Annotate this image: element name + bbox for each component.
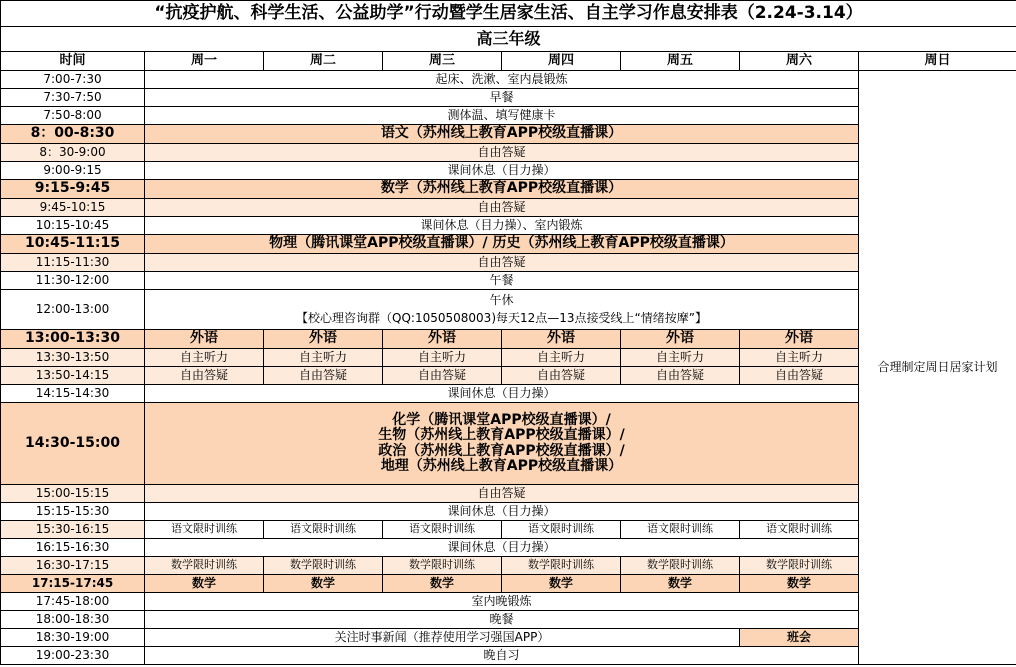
class-cell: 自由答疑 bbox=[383, 367, 502, 385]
header-time: 时间 bbox=[1, 52, 145, 71]
time-cell: 13:50-14:15 bbox=[1, 367, 145, 385]
activity-cell: 自由答疑 bbox=[145, 199, 859, 217]
time-cell: 18:00-18:30 bbox=[1, 611, 145, 629]
activity-cell: 测体温、填写健康卡 bbox=[145, 107, 859, 125]
class-cell: 数学 bbox=[145, 575, 264, 593]
time-cell: 7:50-8:00 bbox=[1, 107, 145, 125]
class-cell: 数学限时训练 bbox=[740, 557, 859, 575]
time-cell: 13:00-13:30 bbox=[1, 330, 145, 349]
activity-cell: 物理（腾讯课堂APP校级直播课）/ 历史（苏州线上教育APP校级直播课） bbox=[145, 235, 859, 254]
header-tue: 周二 bbox=[264, 52, 383, 71]
activity-cell: 起床、洗漱、室内晨锻炼 bbox=[145, 71, 859, 89]
time-cell: 15:15-15:30 bbox=[1, 503, 145, 521]
time-cell: 9:45-10:15 bbox=[1, 199, 145, 217]
class-cell: 自主听力 bbox=[740, 349, 859, 367]
grade-title: 高三年级 bbox=[1, 27, 1016, 52]
time-cell: 17:15-17:45 bbox=[1, 575, 145, 593]
time-cell: 16:30-17:15 bbox=[1, 557, 145, 575]
activity-cell bbox=[145, 290, 859, 330]
time-cell: 7:00-7:30 bbox=[1, 71, 145, 89]
class-cell: 外语 bbox=[145, 330, 264, 349]
counseling-notice: 【校心理咨询群（QQ:1050508003)每天12点—13点接受线上“情绪按摩”】 bbox=[296, 310, 707, 325]
time-cell: 10:15-10:45 bbox=[1, 217, 145, 235]
class-cell: 数学 bbox=[264, 575, 383, 593]
class-cell: 外语 bbox=[383, 330, 502, 349]
class-cell: 语文限时训练 bbox=[264, 521, 383, 539]
activity-cell: 自由答疑 bbox=[145, 485, 859, 503]
time-cell: 13:30-13:50 bbox=[1, 349, 145, 367]
time-cell: 17:45-18:00 bbox=[1, 593, 145, 611]
activity-cell: 自由答疑 bbox=[145, 254, 859, 272]
time-cell: 9:00-9:15 bbox=[1, 162, 145, 180]
politics-line: 政治（苏州线上教育APP校级直播课）/ bbox=[378, 442, 625, 459]
header-thu: 周四 bbox=[502, 52, 621, 71]
time-cell: 14:30-15:00 bbox=[1, 403, 145, 485]
activity-cell: 晚自习 bbox=[145, 647, 859, 665]
class-cell: 语文限时训练 bbox=[502, 521, 621, 539]
time-cell: 9:15-9:45 bbox=[1, 180, 145, 199]
class-cell: 数学限时训练 bbox=[502, 557, 621, 575]
class-cell: 外语 bbox=[502, 330, 621, 349]
activity-cell: 关注时事新闻（推荐使用学习强国APP） bbox=[145, 629, 740, 647]
class-cell: 语文限时训练 bbox=[383, 521, 502, 539]
time-cell: 15:00-15:15 bbox=[1, 485, 145, 503]
time-cell: 18:30-19:00 bbox=[1, 629, 145, 647]
activity-cell: 数学（苏州线上教育APP校级直播课） bbox=[145, 180, 859, 199]
time-cell: 14:15-14:30 bbox=[1, 385, 145, 403]
class-cell: 语文限时训练 bbox=[145, 521, 264, 539]
time-cell: 8：30-9:00 bbox=[1, 144, 145, 162]
class-cell: 语文限时训练 bbox=[740, 521, 859, 539]
class-cell: 自由答疑 bbox=[740, 367, 859, 385]
class-cell: 外语 bbox=[264, 330, 383, 349]
class-cell: 自主听力 bbox=[383, 349, 502, 367]
class-cell: 数学 bbox=[740, 575, 859, 593]
class-cell: 数学限时训练 bbox=[383, 557, 502, 575]
activity-cell: 课间休息（目力操） bbox=[145, 385, 859, 403]
class-meeting-cell: 班会 bbox=[740, 629, 859, 647]
class-cell: 自由答疑 bbox=[502, 367, 621, 385]
class-cell: 自由答疑 bbox=[145, 367, 264, 385]
activity-cell: 自由答疑 bbox=[145, 144, 859, 162]
header-sun: 周日 bbox=[859, 52, 1016, 71]
class-cell: 外语 bbox=[740, 330, 859, 349]
class-cell: 数学限时训练 bbox=[264, 557, 383, 575]
header-fri: 周五 bbox=[621, 52, 740, 71]
activity-cell: 午餐 bbox=[145, 272, 859, 290]
class-cell: 语文限时训练 bbox=[621, 521, 740, 539]
geography-line: 地理（苏州线上教育APP校级直播课） bbox=[380, 457, 623, 474]
class-cell: 自主听力 bbox=[145, 349, 264, 367]
activity-cell: 早餐 bbox=[145, 89, 859, 107]
biology-line: 生物（苏州线上教育APP校级直播课）/ bbox=[378, 427, 625, 444]
chemistry-line: 化学（腾讯课堂APP校级直播课）/ bbox=[392, 411, 611, 428]
activity-cell: 课间休息（目力操） bbox=[145, 503, 859, 521]
class-cell: 数学 bbox=[621, 575, 740, 593]
time-cell: 8：00-8:30 bbox=[1, 125, 145, 144]
nap-text: 午休 bbox=[489, 293, 514, 308]
time-cell: 10:45-11:15 bbox=[1, 235, 145, 254]
class-cell: 数学 bbox=[383, 575, 502, 593]
class-cell: 外语 bbox=[621, 330, 740, 349]
time-cell: 19:00-23:30 bbox=[1, 647, 145, 665]
class-cell: 自主听力 bbox=[502, 349, 621, 367]
time-cell: 11:15-11:30 bbox=[1, 254, 145, 272]
header-mon: 周一 bbox=[145, 52, 264, 71]
sunday-plan-cell: 合理制定周日居家计划 bbox=[859, 71, 1016, 665]
time-cell: 7:30-7:50 bbox=[1, 89, 145, 107]
class-cell: 自由答疑 bbox=[621, 367, 740, 385]
time-cell: 11:30-12:00 bbox=[1, 272, 145, 290]
activity-cell: 课间休息（目力操） bbox=[145, 539, 859, 557]
activity-cell: 室内晚锻炼 bbox=[145, 593, 859, 611]
class-cell: 数学限时训练 bbox=[621, 557, 740, 575]
time-cell: 15:30-16:15 bbox=[1, 521, 145, 539]
activity-cell: 语文（苏州线上教育APP校级直播课） bbox=[145, 125, 859, 144]
document-title: “抗疫护航、科学生活、公益助学”行动暨学生居家生活、自主学习作息安排表（2.24-3.14） bbox=[1, 1, 1016, 27]
class-cell: 数学 bbox=[502, 575, 621, 593]
activity-cell: 课间休息（目力操）、室内锻炼 bbox=[145, 217, 859, 235]
class-cell: 自由答疑 bbox=[264, 367, 383, 385]
class-cell: 自主听力 bbox=[621, 349, 740, 367]
time-cell: 12:00-13:00 bbox=[1, 290, 145, 330]
elective-classes-cell bbox=[145, 403, 859, 485]
class-cell: 自主听力 bbox=[264, 349, 383, 367]
activity-cell: 晚餐 bbox=[145, 611, 859, 629]
header-wed: 周三 bbox=[383, 52, 502, 71]
class-cell: 数学限时训练 bbox=[145, 557, 264, 575]
time-cell: 16:15-16:30 bbox=[1, 539, 145, 557]
activity-cell: 课间休息（目力操） bbox=[145, 162, 859, 180]
header-sat: 周六 bbox=[740, 52, 859, 71]
